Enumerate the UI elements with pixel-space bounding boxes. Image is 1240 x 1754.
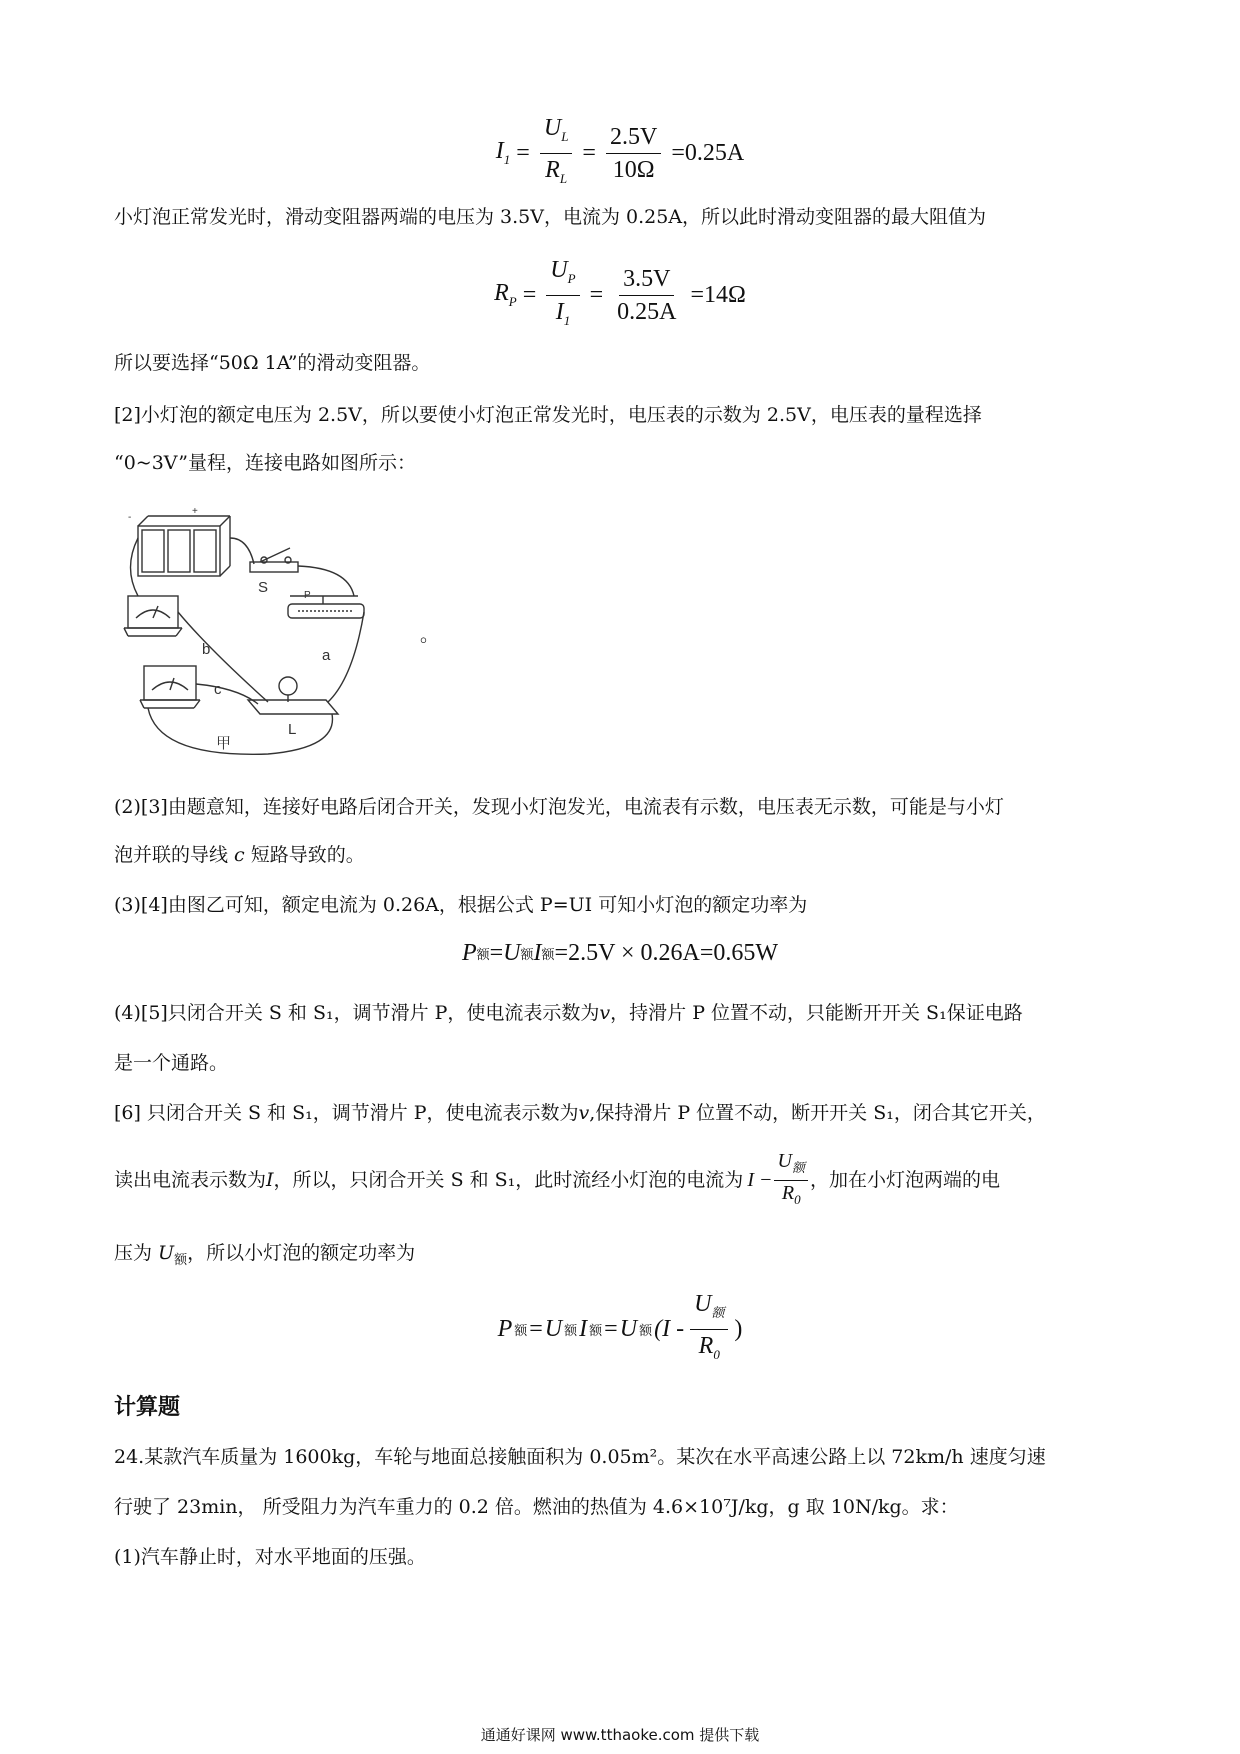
formula-rheostat-resistance: $R_P$ = $\frac{U_P}{I_1}$ = $\frac{3.5V}{0.25A}$ =14Ω [494,257,746,328]
paragraph-fault-line2: 泡并联的导线 c 短路导致的。 [114,844,365,866]
paragraph-question24-line1: 24.某款汽车质量为 1600kg，车轮与地面总接触面积为 0.05m²。某次在水平高速公路上以 72km/h 速度匀速 [114,1446,1046,1468]
paragraph-step5-line1: (4)[5]只闭合开关 S 和 S₁，调节滑片 P，使电流表示数为v，持滑片 P 位置不动，只能断开开关 S₁保证电路 [114,1002,1023,1024]
paragraph-fault-line1: (2)[3]由题意知，连接好电路后闭合开关，发现小灯泡发光，电流表有示数，电压表无示数，可能是与小灯 [114,796,1004,818]
ammeter [128,596,178,628]
circuit-diagram-svg [118,508,418,760]
paragraph-question24-part1: (1)汽车静止时，对水平地面的压强。 [114,1546,426,1568]
paragraph-rated-current: (3)[4]由图乙可知，额定电流为 0.26A，根据公式 P=UI 可知小灯泡的额定功率为 [114,894,808,916]
paragraph-step6-line3: 压为 $U_额$，所以小灯泡的额定功率为 [114,1242,416,1268]
lamp-bulb [279,677,297,695]
paragraph-step5-line2: 是一个通路。 [114,1052,229,1074]
label-plus: + [192,508,198,517]
figure-suffix: 。 [420,624,440,646]
label-c: c [214,681,222,698]
paragraph-question24-line2: 行驶了 23min， 所受阻力为汽车重力的 0.2 倍。燃油的热值为 4.6×10⁷J/kg，g 取 10N/kg。求： [114,1496,959,1518]
paragraph-choose-rheostat: 所以要选择“50Ω 1A”的滑动变阻器。 [114,352,431,374]
paragraph-step6-line2: 读出电流表示数为 I ，所以，只闭合开关 S 和 S₁，此时流经小灯泡的电流为 I − $\frac{U_额}{R_0}$ ，加在小灯泡两端的电 [114,1149,1000,1207]
formula-rated-power: P 额 = U 额 I 额 =2.5V × 0.26A=0.65W [461,940,779,966]
voltmeter [144,666,196,700]
paragraph-rated-voltage-line1: [2]小灯泡的额定电压为 2.5V，所以要使小灯泡正常发光时，电压表的示数为 2.5V，电压表的量程选择 [114,404,982,426]
formula-current-lamp: $I_1$ = $\frac{U_L}{R_L}$ = $\frac{2.5V}{10\Omega}$ =0.25A [495,115,745,186]
formula-rated-power-expression: P 额 = U 额 I 额 = U 额 (I - $\frac{U_额}{R_0}$ ) [497,1291,743,1362]
label-p: P [304,590,311,601]
battery-pack [138,526,220,576]
circuit-diagram [118,508,418,760]
label-l: L [288,721,297,738]
section-heading-calculation: 计算题 [114,1395,181,1420]
label-minus: - [128,512,132,523]
switch-s [250,562,298,572]
paragraph-step6-line1: [6] 只闭合开关 S 和 S₁，调节滑片 P，使电流表示数为v,保持滑片 P 位置不动，断开开关 S₁，闭合其它开关， [114,1102,1046,1124]
paragraph-rheostat-voltage: 小灯泡正常发光时，滑动变阻器两端的电压为 3.5V，电流为 0.25A，所以此时滑动变阻器的最大阻值为 [114,206,987,228]
label-jia: 甲 [216,735,232,752]
paragraph-rated-voltage-line2: “0~3V”量程，连接电路如图所示： [114,452,416,474]
lamp-board [248,700,338,714]
label-b: b [202,641,211,658]
label-a: a [322,647,331,664]
footer-source: 通通好课网 www.tthaoke.com 提供下载 [480,1726,760,1744]
label-s: S [258,579,269,596]
